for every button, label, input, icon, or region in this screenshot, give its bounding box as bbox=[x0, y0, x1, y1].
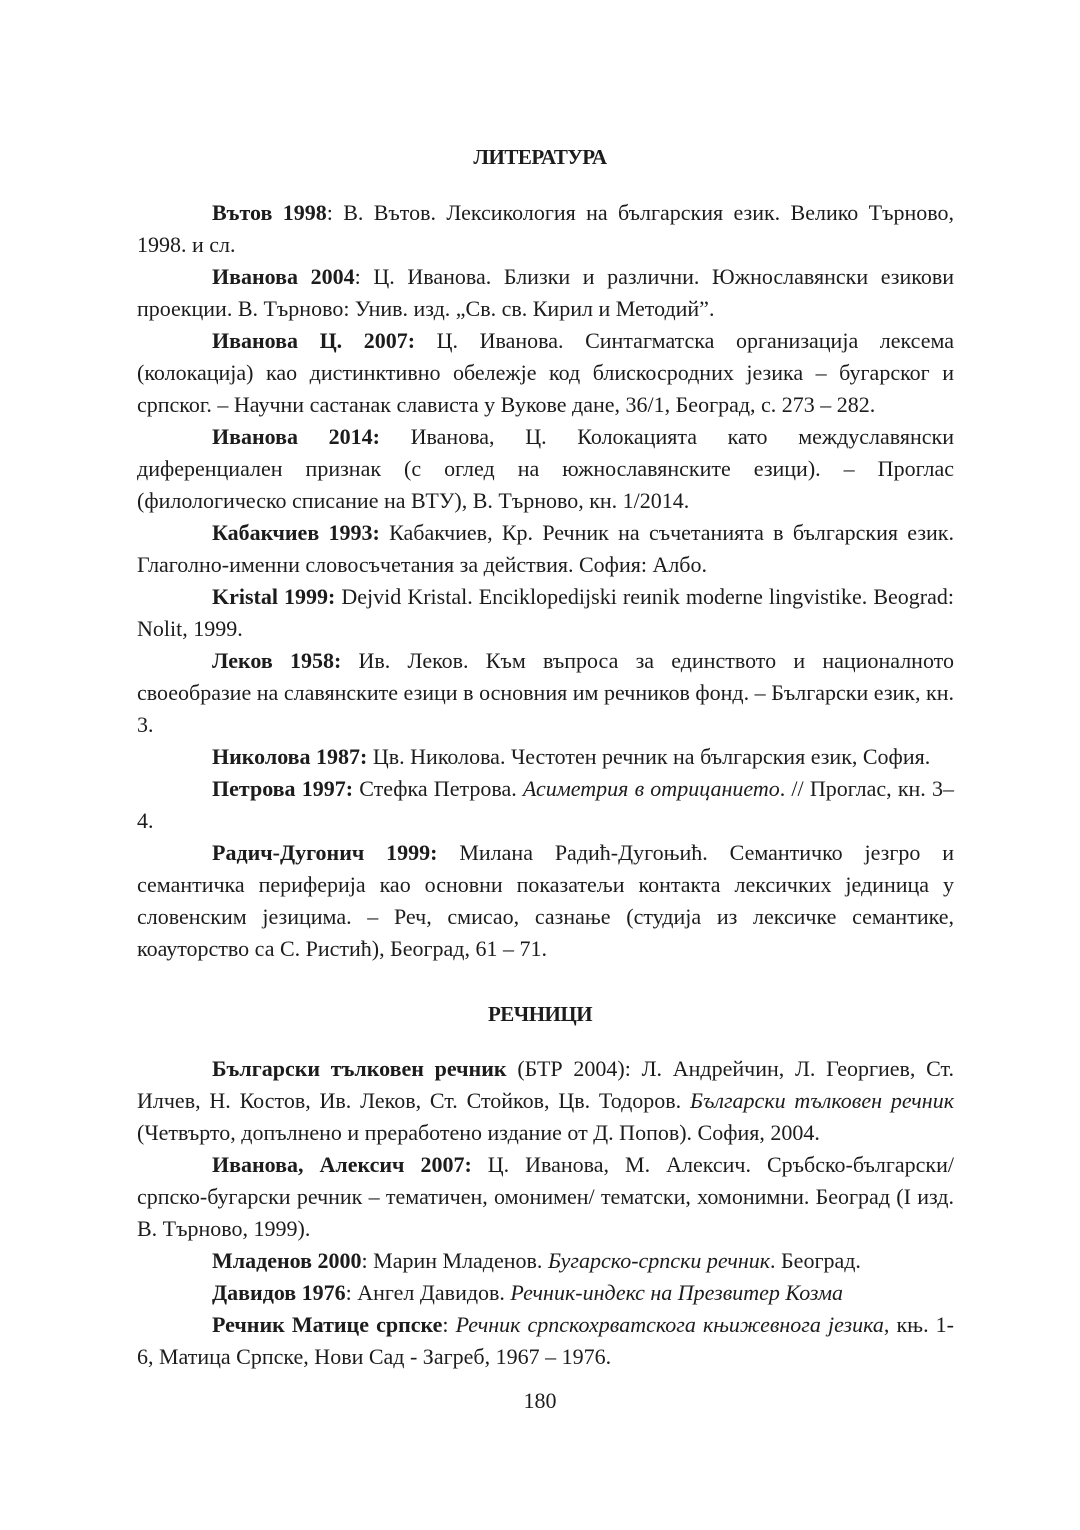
entry-title-italic: Речник-индекс на Презвитер Козма bbox=[510, 1280, 843, 1305]
bibliography-entry bbox=[137, 325, 954, 421]
entry-title-italic: Речник српскохрватскога књижевнога језика bbox=[455, 1312, 884, 1337]
entry-key: Леков 1958: bbox=[212, 648, 342, 673]
section-heading-dictionaries: РЕЧНИЦИ bbox=[487, 1002, 593, 1026]
entry-key: Български тълковен речник bbox=[212, 1056, 507, 1081]
bibliography-entry bbox=[137, 1309, 954, 1373]
bibliography-entry bbox=[137, 837, 954, 965]
bibliography-entry bbox=[137, 421, 954, 517]
entry-key: Давидов 1976 bbox=[212, 1280, 346, 1305]
entry-key: Иванова Ц. 2007: bbox=[212, 328, 416, 353]
entry-key: Кабакчиев 1993: bbox=[212, 520, 380, 545]
bibliography-entry bbox=[137, 741, 954, 773]
entry-text: Стефка Петрова. bbox=[353, 776, 523, 801]
page-number: 180 bbox=[523, 1388, 557, 1413]
entry-text: Милана Радић-Дугоњић. Семантичко језгро и семантичка периферија као основни показатељи контакта лексичких јединица у словенским језицима. – Реч, смисао, сазнање (студија из лексичке семантике, коауторство са С. Ристић), Београд, 61 – 71. bbox=[137, 840, 955, 961]
entry-key: Kristal 1999: bbox=[212, 584, 336, 609]
literature-list bbox=[137, 197, 954, 965]
bibliography-entry bbox=[137, 581, 954, 645]
entry-key: Младенов 2000 bbox=[212, 1248, 362, 1273]
entry-text: Ц. Иванова, М. Алексич. Сръбско-български/ српско-бугарски речник – тематичен, омонимен/ тематски, хомонимни. Београд (I изд. В. Търново, 1999). bbox=[137, 1152, 954, 1241]
entry-text: Dejvid Kristal. Enciklopedijski reиnik moderne lingvistike. Beograd: Nolit, 1999. bbox=[137, 584, 954, 641]
bibliography-entry bbox=[137, 261, 954, 325]
entry-key: Иванова, Алексич 2007: bbox=[212, 1152, 472, 1177]
bibliography-entry bbox=[137, 773, 954, 837]
bibliography-entry bbox=[137, 1245, 954, 1277]
entry-text: Кабакчиев, Кр. Речник на съчетанията в българския език. Глаголно-именни словосъчетания за действия. София: Албо. bbox=[137, 520, 954, 577]
entry-text: : В. Вътов. Лексикология на българския език. Велико Търново, 1998. и сл. bbox=[137, 200, 954, 257]
entry-text: : Ц. Иванова. Близки и различни. Южнославянски езикови проекции. В. Търново: Унив. изд. „Св. св. Кирил и Методий”. bbox=[137, 264, 954, 321]
bibliography-entry bbox=[137, 1149, 954, 1245]
entry-key: Иванова 2014: bbox=[212, 424, 380, 449]
entry-title-italic: Български тълковен речник bbox=[689, 1088, 954, 1113]
entry-text-after: (Четвърто, допълнено и преработено издание от Д. Попов). София, 2004. bbox=[137, 1120, 820, 1145]
entry-text-after: . // Проглас, кн. 3–4. bbox=[137, 776, 954, 833]
entry-text: Иванова, Ц. Колокацията като междуславянски диференциален признак (с оглед на южнославянските езици). – Проглас (филологическо списание на ВТУ), В. Търново, кн. 1/2014. bbox=[137, 424, 954, 513]
entry-text: : Марин Младенов. bbox=[361, 1248, 548, 1273]
bibliography-entry bbox=[137, 645, 954, 741]
entry-text: Ив. Леков. Към въпроса за единството и националното своеобразие на славянските езици в основния им речников фонд. – Български език, кн. 3. bbox=[137, 648, 954, 737]
bibliography-entry bbox=[137, 517, 954, 581]
entry-key: Петрова 1997: bbox=[212, 776, 354, 801]
entry-title-italic: Асиметрия в отрицанието bbox=[522, 776, 780, 801]
entry-text-after: , књ. 1-6, Матица Српске, Нови Сад - Загреб, 1967 – 1976. bbox=[137, 1312, 954, 1369]
dictionaries-list bbox=[137, 1053, 954, 1373]
entry-key: Николова 1987: bbox=[212, 744, 368, 769]
bibliography-entry bbox=[137, 1277, 954, 1309]
entry-text: (БТР 2004): Л. Андрейчин, Л. Георгиев, Ст. Илчев, Н. Костов, Ив. Леков, Ст. Стойков, Цв. Тодоров. bbox=[137, 1056, 955, 1113]
entry-key: Иванова 2004 bbox=[212, 264, 355, 289]
entry-text: : Ангел Давидов. bbox=[345, 1280, 511, 1305]
entry-text: Ц. Иванова. Синтагматска организација лексема (колокација) као дистинктивно обележје код блискосродних језика – бугарског и српског. – Научни састанак слависта у Вукове дане, 36/1, Београд, с. 273 – 282. bbox=[137, 328, 954, 417]
bibliography-entry bbox=[137, 1053, 954, 1149]
entry-key: Вътов 1998 bbox=[212, 200, 327, 225]
entry-text: : bbox=[442, 1312, 456, 1337]
entry-text-after: . Београд. bbox=[770, 1248, 861, 1273]
section-heading-literature: ЛИТЕРАТУРА bbox=[473, 145, 607, 169]
entry-text: Цв. Николова. Честотен речник на българския език, София. bbox=[367, 744, 931, 769]
entry-title-italic: Бугарско-српски речник bbox=[547, 1248, 771, 1273]
entry-key: Речник Матице српске bbox=[212, 1312, 443, 1337]
bibliography-entry bbox=[137, 197, 954, 261]
entry-key: Радич-Дугонич 1999: bbox=[212, 840, 438, 865]
